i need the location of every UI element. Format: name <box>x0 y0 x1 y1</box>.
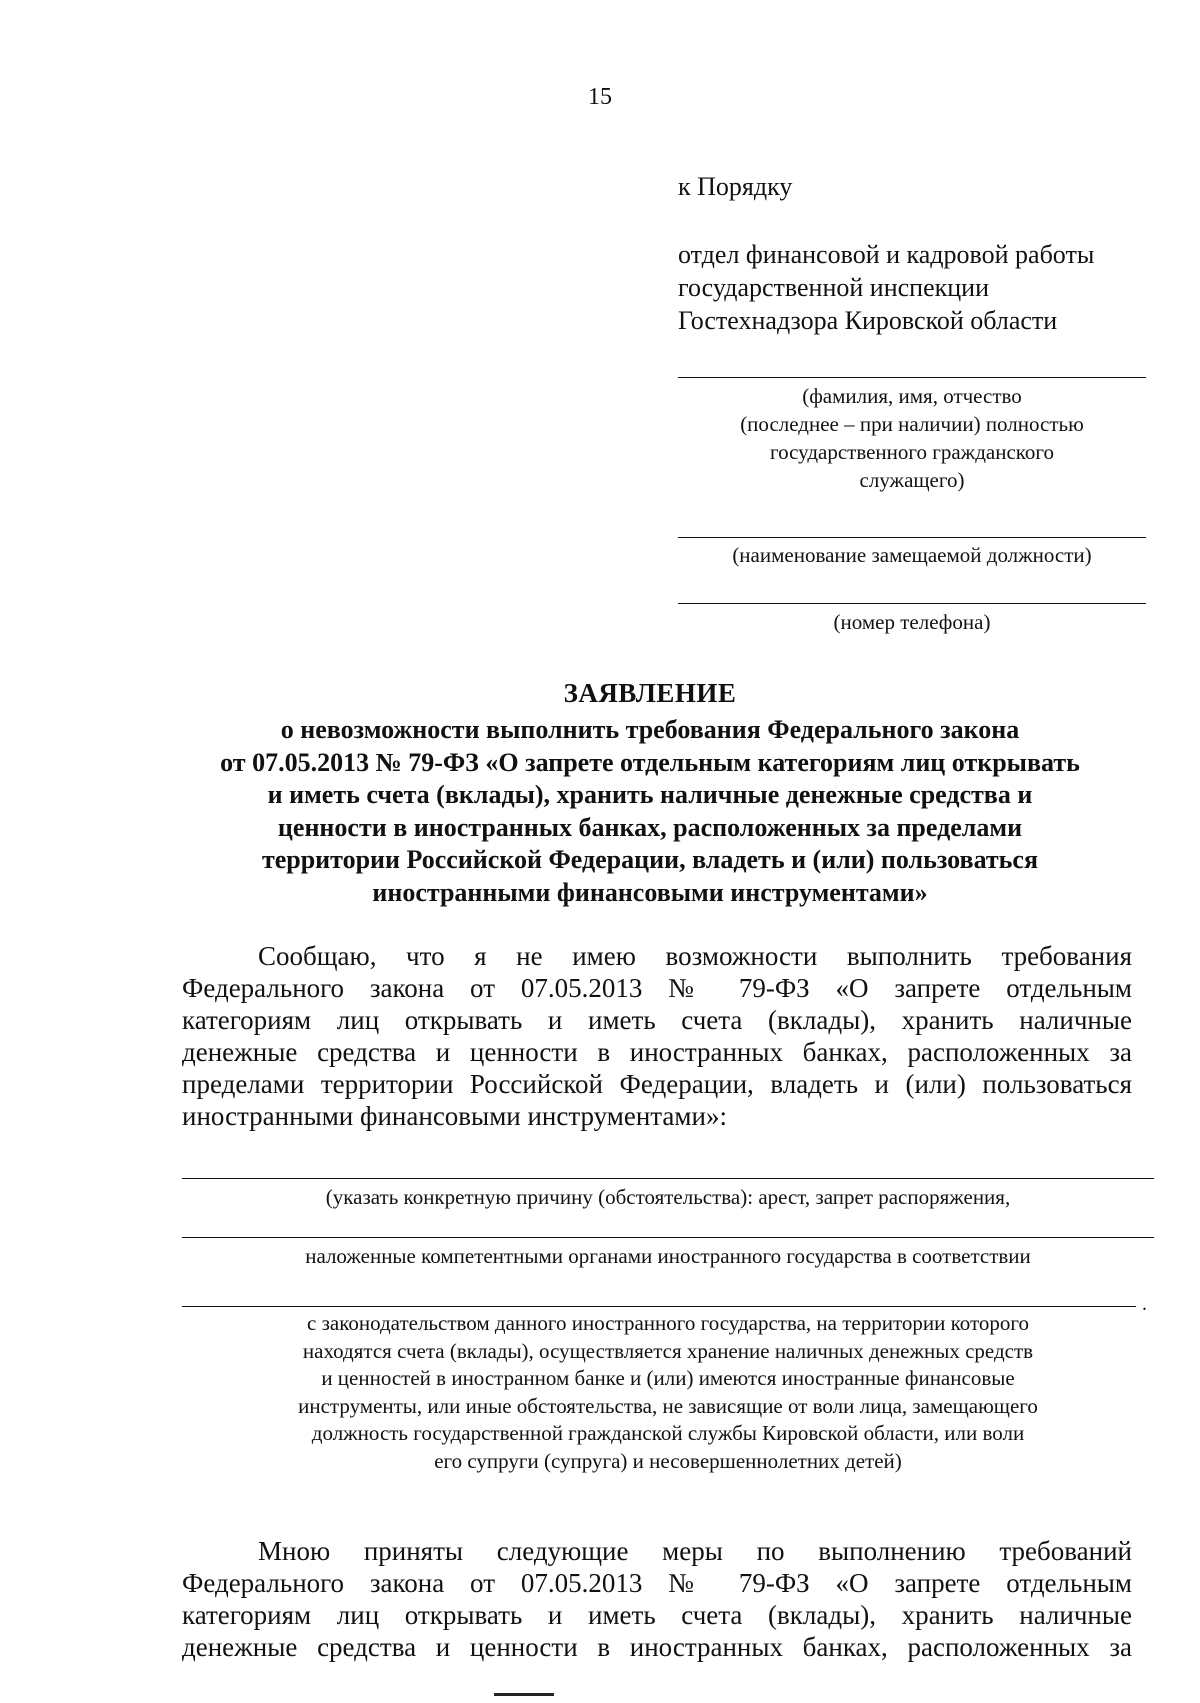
paragraph-line: Федерального закона от 07.05.2013 № 79-ФЗ «О запрете отдельным <box>182 973 1132 1003</box>
statement-title: ЗАЯВЛЕНИЕ <box>563 678 737 708</box>
reason-caption-2: наложенные компетентными органами иностранного государства в соответствии <box>305 1244 1031 1268</box>
statement-paragraph-1 <box>182 940 1132 1132</box>
caption-line: его супруги (супруга) и несовершеннолетних детей) <box>434 1448 902 1473</box>
paragraph-line: иностранными финансовыми инструментами»: <box>182 1101 727 1131</box>
caption-line: должность государственной гражданской службы Кировской области, или воли <box>311 1421 1025 1445</box>
caption-line: (последнее – при наличии) полностью <box>740 412 1084 436</box>
position-field-line[interactable] <box>678 537 1146 538</box>
reason-field-line-2[interactable] <box>182 1237 1154 1238</box>
line-end-mark: . <box>1142 1293 1147 1315</box>
subtitle-line: территории Российской Федерации, владеть и (или) пользоваться <box>261 845 1039 874</box>
paragraph-line: денежные средства и ценности в иностранных банках, расположенных за <box>182 1037 1132 1067</box>
paragraph-line: пределами территории Российской Федерации, владеть и (или) пользоваться <box>182 1069 1132 1099</box>
recipient-block <box>678 238 1158 337</box>
reason-field-line-3[interactable] <box>182 1306 1136 1307</box>
page-number: 15 <box>588 84 612 110</box>
caption-line: государственного гражданского <box>769 440 1054 464</box>
caption-line: служащего) <box>859 468 965 492</box>
subtitle-line: ценности в иностранных банках, расположенных за пределами <box>277 812 1023 842</box>
reason-field-line-1[interactable] <box>182 1178 1154 1179</box>
paragraph-line: Мною приняты следующие меры по выполнению требований <box>258 1536 1132 1566</box>
reason-caption-1: (указать конкретную причину (обстоятельства): арест, запрет распоряжения, <box>325 1185 1011 1209</box>
position-caption: (наименование замещаемой должности) <box>732 543 1092 567</box>
recipient-line: государственной инспекции <box>678 273 989 302</box>
caption-line: инструменты, или иные обстоятельства, не зависящие от воли лица, замещающего <box>298 1393 1038 1418</box>
subtitle-line: и иметь счета (вклады), хранить наличные денежные средства и <box>267 780 1033 809</box>
subtitle-line: иностранными финансовыми инструментами» <box>372 877 928 907</box>
recipient-line: отдел финансовой и кадровой работы <box>678 240 1095 269</box>
phone-field-line[interactable] <box>678 603 1146 604</box>
caption-line: находятся счета (вклады), осуществляется хранение наличных денежных средств <box>302 1338 1034 1363</box>
phone-caption: (номер телефона) <box>833 610 991 634</box>
paragraph-line: Сообщаю, что я не имею возможности выполнить требования <box>258 941 1132 971</box>
full-name-caption <box>678 382 1146 494</box>
paragraph-line: категориям лиц открывать и иметь счета (вклады), хранить наличные <box>182 1600 1132 1630</box>
full-name-field-line[interactable] <box>678 377 1146 378</box>
reason-caption-3 <box>182 1310 1154 1475</box>
subtitle-line: от 07.05.2013 № 79-ФЗ «О запрете отдельным категориям лиц открывать <box>220 747 1080 777</box>
paragraph-line: Федерального закона от 07.05.2013 № 79-ФЗ «О запрете отдельным <box>182 1568 1132 1598</box>
statement-paragraph-2 <box>182 1535 1132 1663</box>
appendix-reference: к Порядку <box>678 172 793 201</box>
scan-artifact-line <box>494 1693 554 1696</box>
statement-subtitle <box>160 714 1140 909</box>
caption-line: с законодательством данного иностранного государства, на территории которого <box>307 1311 1029 1335</box>
paragraph-line: денежные средства и ценности в иностранных банках, расположенных за <box>182 1632 1132 1662</box>
recipient-line: Гостехнадзора Кировской области <box>678 306 1058 335</box>
paragraph-line: категориям лиц открывать и иметь счета (вклады), хранить наличные <box>182 1005 1132 1035</box>
caption-line: и ценностей в иностранном банке и (или) имеются иностранные финансовые <box>321 1366 1015 1390</box>
subtitle-line: о невозможности выполнить требования Федерального закона <box>280 715 1020 744</box>
caption-line: (фамилия, имя, отчество <box>802 384 1022 408</box>
